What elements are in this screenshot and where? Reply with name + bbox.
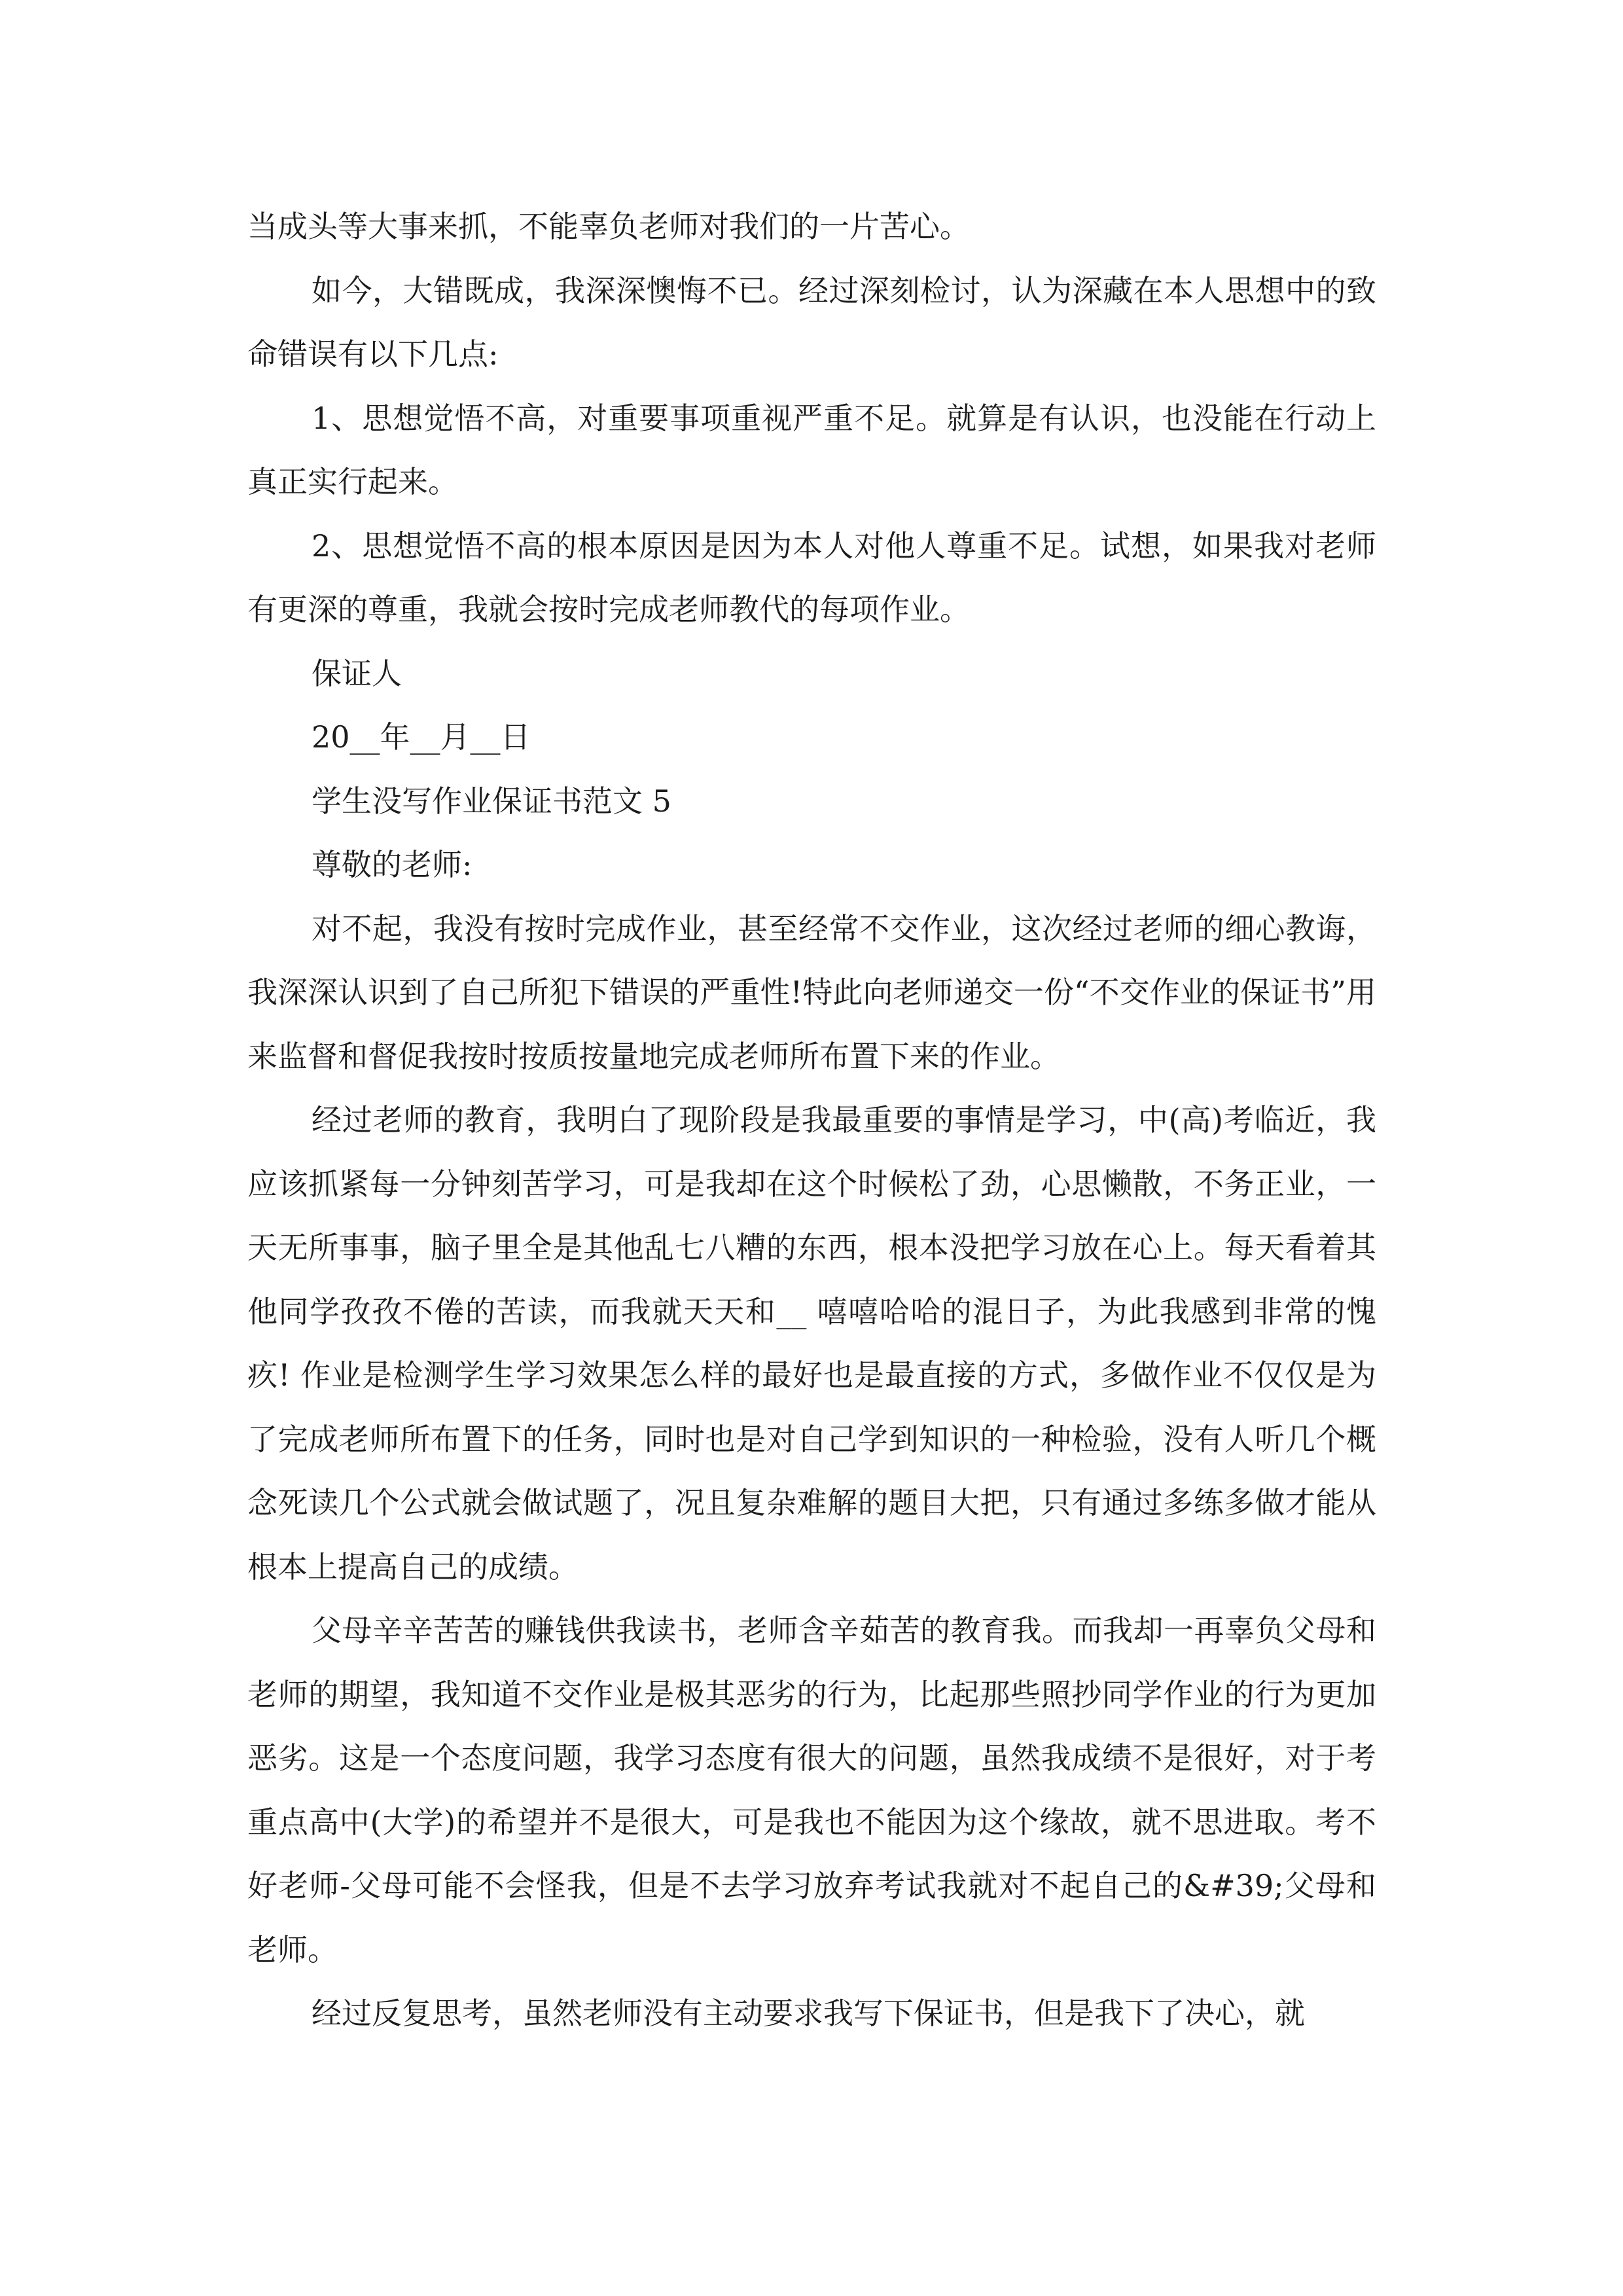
salutation: 尊敬的老师: bbox=[312, 847, 473, 882]
paragraph: 对不起，我没有按时完成作业，甚至经常不交作业，这次经过老师的细心教诲，我深深认识到了自己所犯下错误的严重性!特此向老师递交一份“不交作业的保证书”用来监督和督促我按时按质按量地完成老师所布置下来的作业。 bbox=[247, 910, 1376, 1074]
paragraph: 当成头等大事来抓，不能辜负老师对我们的一片苦心。 bbox=[247, 209, 970, 244]
document-body bbox=[247, 195, 1376, 2046]
list-item-1: 1、思想觉悟不高，对重要事项重视严重不足。就算是有认识，也没能在行动上真正实行起来。 bbox=[247, 400, 1376, 499]
paragraph: 父母辛辛苦苦的赚钱供我读书，老师含辛茹苦的教育我。而我却一再辜负父母和老师的期望，我知道不交作业是极其恶劣的行为，比起那些照抄同学作业的行为更加恶劣。这是一个态度问题，我学习态度有很大的问题，虽然我成绩不是很好，对于考重点高中(大学)的希望并不是很大，可是我也不能因为这个缘故，就不思进取。考不好老师-父母可能不会怪我，但是不去学习放弃考试我就对不起自己的&#39;父母和老师。 bbox=[247, 1613, 1376, 1967]
paragraph: 经过反复思考，虽然老师没有主动要求我写下保证书，但是我下了决心，就 bbox=[312, 1996, 1305, 2031]
guarantor-label: 保证人 bbox=[312, 655, 402, 691]
date-line: 20__年__月__日 bbox=[312, 719, 531, 755]
list-item-2: 2、思想觉悟不高的根本原因是因为本人对他人尊重不足。试想，如果我对老师有更深的尊重，我就会按时完成老师教代的每项作业。 bbox=[247, 528, 1376, 627]
section-title: 学生没写作业保证书范文 5 bbox=[312, 783, 671, 819]
paragraph: 如今，大错既成，我深深懊悔不已。经过深刻检讨，认为深藏在本人思想中的致命错误有以下几点: bbox=[247, 272, 1376, 372]
paragraph: 经过老师的教育，我明白了现阶段是我最重要的事情是学习，中(高)考临近，我应该抓紧每一分钟刻苦学习，可是我却在这个时候松了劲，心思懒散，不务正业，一天无所事事，脑子里全是其他乱七八糟的东西，根本没把学习放在心上。每天看着其他同学孜孜不倦的苦读，而我就天天和__ 嘻嘻哈哈的混日子，为此我感到非常的愧疚! 作业是检测学生学习效果怎么样的最好也是最直接的方式，多做作业不仅仅是为了完成老师所布置下的任务，同时也是对自己学到知识的一种检验，没有人听几个概念死读几个公式就会做试题了，况且复杂难解的题目大把，只有通过多练多做才能从根本上提高自己的成绩。 bbox=[247, 1102, 1376, 1585]
